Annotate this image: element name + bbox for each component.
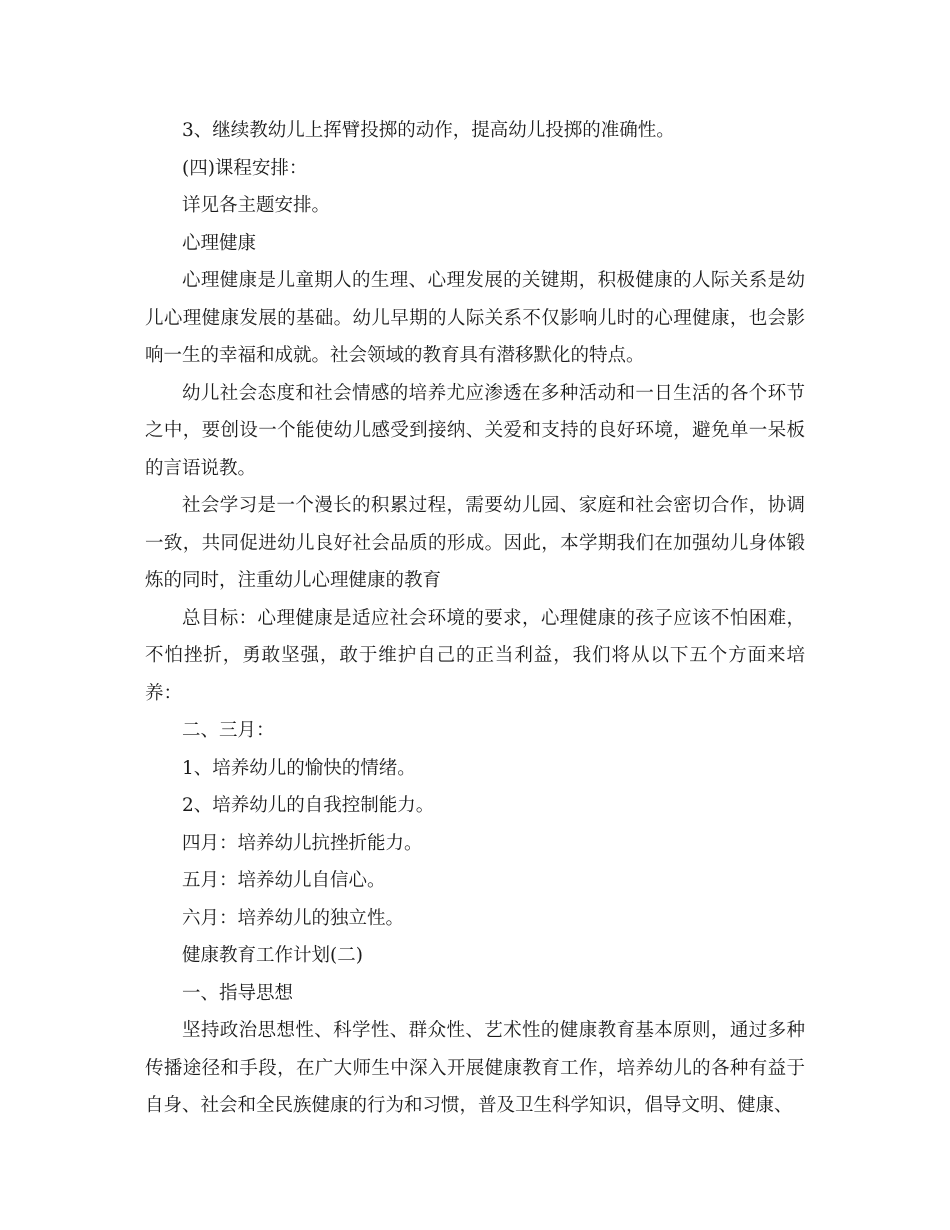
list-item-june: 六月：培养幼儿的独立性。 bbox=[182, 907, 405, 929]
heading-guiding-ideology: 一、指导思想 bbox=[182, 982, 294, 1004]
paragraph-see-themes: 详见各主题安排。 bbox=[182, 195, 331, 216]
document-body bbox=[145, 112, 805, 1125]
paragraph-social-attitude: 幼儿社会态度和社会情感的培养尤应渗透在多种活动和一日生活的各个环节之中，要创设一个能使幼儿感受到接纳、关爱和支持的良好环境，避免单一呆板的言语说教。 bbox=[145, 382, 805, 479]
heading-health-plan-two: 健康教育工作计划(二) bbox=[182, 945, 363, 966]
list-item-happy-emotion: 1、培养幼儿的愉快的情绪。 bbox=[182, 757, 416, 779]
paragraph-mental-health-intro: 心理健康是儿童期人的生理、心理发展的关键期，积极健康的人际关系是幼儿心理健康发展的基础。幼儿早期的人际关系不仅影响儿时的心理健康，也会影响一生的幸福和成就。社会领域的教育具有潜移默化的特点。 bbox=[145, 270, 805, 366]
heading-feb-march: 二、三月： bbox=[182, 720, 275, 741]
list-item-may: 五月：培养幼儿自信心。 bbox=[182, 870, 386, 891]
paragraph-overall-goal: 总目标：心理健康是适应社会环境的要求，心理健康的孩子应该不怕困难，不怕挫折，勇敢坚强，敢于维护自己的正当利益，我们将从以下五个方面来培养： bbox=[145, 607, 805, 704]
paragraph-guiding-ideology: 坚持政治思想性、科学性、群众性、艺术性的健康教育基本原则，通过多种传播途径和手段，在广大师生中深入开展健康教育工作，培养幼儿的各种有益于自身、社会和全民族健康的行为和习惯，普及卫生科学知识，倡导文明、健康、 bbox=[145, 1020, 805, 1116]
paragraph-throwing-skill: 3、继续教幼儿上挥臂投掷的动作，提高幼儿投掷的准确性。 bbox=[182, 120, 675, 141]
list-item-april: 四月：培养幼儿抗挫折能力。 bbox=[182, 832, 423, 854]
list-item-self-control: 2、培养幼儿的自我控制能力。 bbox=[182, 795, 435, 816]
paragraph-social-learning: 社会学习是一个漫长的积累过程，需要幼儿园、家庭和社会密切合作，协调一致，共同促进幼儿良好社会品质的形成。因此，本学期我们在加强幼儿身体锻炼的同时，注重幼儿心理健康的教育 bbox=[145, 495, 805, 591]
heading-course-arrangement: (四)课程安排： bbox=[182, 157, 308, 179]
heading-mental-health: 心理健康 bbox=[182, 232, 257, 254]
